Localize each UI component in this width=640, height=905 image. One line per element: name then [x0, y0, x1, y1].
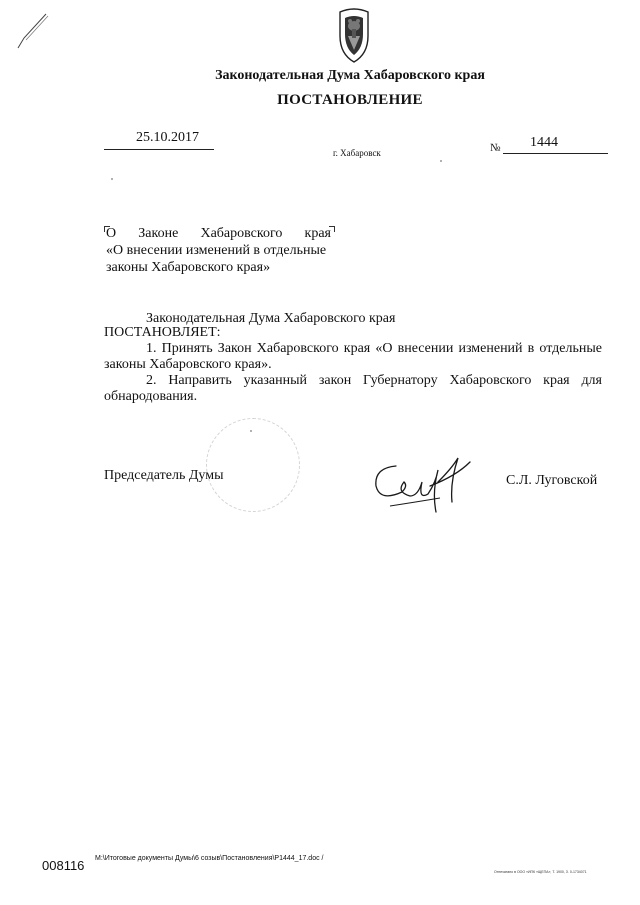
coat-of-arms-icon	[332, 6, 376, 64]
subject-word: Законе	[138, 226, 179, 241]
subject-word: края	[304, 226, 331, 241]
resolution-item-2: 2. Направить указанный закон Губернатору Хабаровского края для обнародования.	[104, 373, 602, 404]
subject-word: О	[106, 226, 117, 241]
footer-doc-number: 008116	[42, 858, 85, 873]
footer-print-info: Отпечатано в ООО «ИПК «ЩЕПА», Т. 1900, З. 0-1734071	[494, 870, 587, 874]
number-sign: №	[490, 142, 501, 154]
handwritten-signature	[366, 452, 476, 522]
organization-name: Законодательная Дума Хабаровского края	[215, 68, 485, 83]
document-city: г. Хабаровск	[333, 148, 381, 158]
resolution-item-1: 1. Принять Закон Хабаровского края «О внесении изменений в отдельные законы Хабаровского края».	[104, 341, 602, 372]
scan-speck	[250, 430, 252, 432]
subject-line-3: законы Хабаровского края»	[106, 260, 271, 275]
document-date: 25.10.2017	[136, 130, 199, 145]
number-underline	[503, 153, 608, 154]
scan-speck	[111, 178, 113, 180]
subject-line-2: «О внесении изменений в отдельные	[106, 243, 327, 258]
subject-word: Хабаровского	[200, 226, 283, 241]
scan-speck	[440, 160, 442, 162]
faint-stamp	[206, 418, 300, 512]
footer-file-path: M:\Итоговые документы Думы\6 созыв\Постановления\P1444_17.doc /	[95, 855, 324, 862]
preamble: Законодательная Дума Хабаровского края	[146, 311, 396, 326]
date-underline	[104, 149, 214, 150]
subject-line-1	[106, 226, 331, 242]
document-type: ПОСТАНОВЛЕНИЕ	[277, 92, 423, 108]
resolves-heading: ПОСТАНОВЛЯЕТ:	[104, 325, 221, 340]
signatory-name: С.Л. Луговской	[506, 473, 598, 488]
pen-scratch-mark	[10, 10, 50, 50]
document-number: 1444	[530, 135, 558, 150]
signatory-title: Председатель Думы	[104, 468, 224, 483]
